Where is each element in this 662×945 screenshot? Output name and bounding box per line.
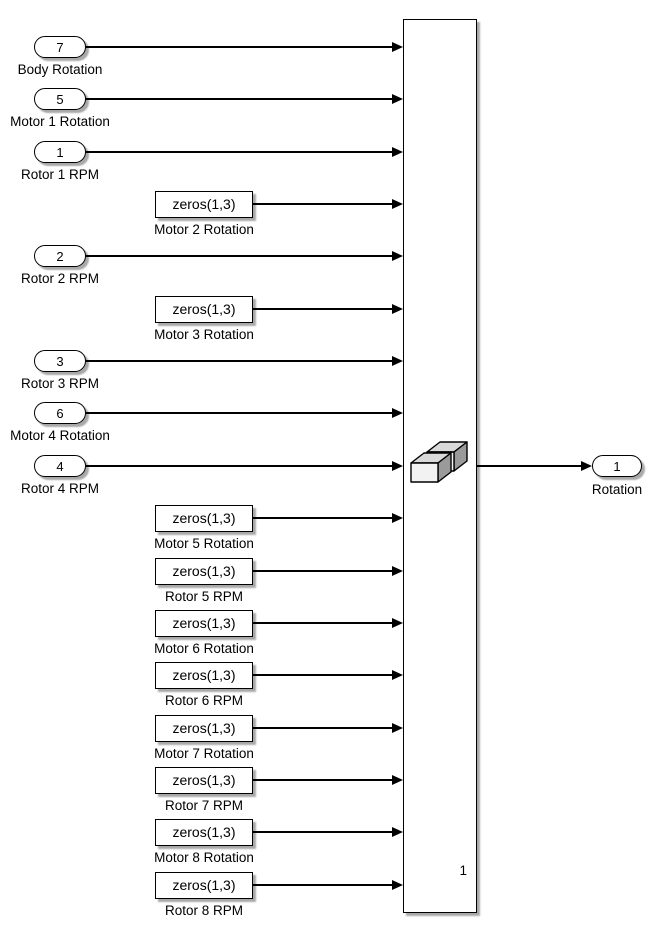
constant-value: zeros(1,3) xyxy=(172,615,236,631)
inport-number: 6 xyxy=(56,405,64,421)
constant-block-motor-5-rotation[interactable] xyxy=(155,505,253,532)
constant-block-rotor-5-rpm[interactable] xyxy=(155,558,253,585)
outport-rotation[interactable] xyxy=(592,455,642,477)
constant-value: zeros(1,3) xyxy=(172,772,236,788)
constant-value: zeros(1,3) xyxy=(172,720,236,736)
inport-rotor-4-rpm[interactable] xyxy=(34,455,86,477)
block-name-label: Rotor 5 RPM xyxy=(164,589,244,604)
signal-line[interactable] xyxy=(253,308,392,310)
block-name-label: Motor 7 Rotation xyxy=(154,746,254,761)
inport-number: 3 xyxy=(56,353,64,369)
signal-line[interactable] xyxy=(86,360,392,362)
signal-arrowhead xyxy=(392,94,403,104)
concatenate-cubes-icon xyxy=(408,439,472,492)
signal-line[interactable] xyxy=(253,570,392,572)
constant-value: zeros(1,3) xyxy=(172,563,236,579)
signal-line[interactable] xyxy=(86,255,392,257)
inport-number: 5 xyxy=(56,91,64,107)
inport-rotor-2-rpm[interactable] xyxy=(34,245,86,267)
constant-value: zeros(1,3) xyxy=(172,877,236,893)
inport-number: 1 xyxy=(56,144,64,160)
signal-line[interactable] xyxy=(253,203,392,205)
constant-value: zeros(1,3) xyxy=(172,667,236,683)
constant-block-motor-8-rotation[interactable] xyxy=(155,819,253,846)
block-name-label: Motor 3 Rotation xyxy=(154,327,254,342)
signal-line[interactable] xyxy=(86,465,392,467)
signal-arrowhead xyxy=(392,775,403,785)
inport-motor-1-rotation[interactable] xyxy=(34,88,86,110)
outport-name-label: Rotation xyxy=(591,482,643,497)
signal-arrowhead xyxy=(392,304,403,314)
block-name-label: Rotor 1 RPM xyxy=(20,167,100,182)
signal-line[interactable] xyxy=(86,412,392,414)
constant-block-rotor-6-rpm[interactable] xyxy=(155,662,253,689)
block-name-label: Body Rotation xyxy=(17,62,103,77)
signal-line[interactable] xyxy=(253,779,392,781)
constant-value: zeros(1,3) xyxy=(172,510,236,526)
signal-arrowhead xyxy=(392,461,403,471)
inport-number: 2 xyxy=(56,248,64,264)
outport-number: 1 xyxy=(613,458,621,474)
signal-line[interactable] xyxy=(86,98,392,100)
signal-arrowhead xyxy=(392,513,403,523)
constant-block-motor-6-rotation[interactable] xyxy=(155,610,253,637)
constant-value: zeros(1,3) xyxy=(172,301,236,317)
block-name-label: Motor 6 Rotation xyxy=(154,641,254,656)
constant-block-rotor-8-rpm[interactable] xyxy=(155,872,253,899)
signal-arrowhead xyxy=(392,618,403,628)
signal-arrowhead xyxy=(392,42,403,52)
constant-block-rotor-7-rpm[interactable] xyxy=(155,767,253,794)
block-name-label: Motor 5 Rotation xyxy=(154,536,254,551)
signal-line[interactable] xyxy=(253,727,392,729)
signal-line[interactable] xyxy=(253,517,392,519)
constant-value: zeros(1,3) xyxy=(172,824,236,840)
signal-arrowhead xyxy=(392,827,403,837)
inport-body-rotation[interactable] xyxy=(34,36,86,58)
signal-line[interactable] xyxy=(253,622,392,624)
signal-line[interactable] xyxy=(253,674,392,676)
inport-rotor-3-rpm[interactable] xyxy=(34,350,86,372)
block-name-label: Rotor 2 RPM xyxy=(20,271,100,286)
block-name-label: Motor 1 Rotation xyxy=(10,114,110,129)
constant-block-motor-2-rotation[interactable] xyxy=(155,191,253,218)
block-name-label: Motor 8 Rotation xyxy=(154,850,254,865)
inport-motor-4-rotation[interactable] xyxy=(34,402,86,424)
signal-line[interactable] xyxy=(253,884,392,886)
inport-number: 4 xyxy=(56,458,64,474)
block-name-label: Rotor 3 RPM xyxy=(20,376,100,391)
signal-arrowhead xyxy=(392,566,403,576)
output-signal-line[interactable] xyxy=(477,465,581,467)
signal-line[interactable] xyxy=(86,151,392,153)
concatenate-block-inner-label: 1 xyxy=(459,863,467,878)
signal-arrowhead xyxy=(392,723,403,733)
signal-arrowhead xyxy=(392,147,403,157)
block-name-label: Motor 4 Rotation xyxy=(10,428,110,443)
constant-block-motor-7-rotation[interactable] xyxy=(155,715,253,742)
block-name-label: Motor 2 Rotation xyxy=(154,222,254,237)
constant-value: zeros(1,3) xyxy=(172,196,236,212)
signal-arrowhead xyxy=(392,199,403,209)
signal-line[interactable] xyxy=(86,46,392,48)
signal-arrowhead xyxy=(392,670,403,680)
signal-arrowhead xyxy=(392,408,403,418)
signal-line[interactable] xyxy=(253,831,392,833)
block-name-label: Rotor 4 RPM xyxy=(20,481,100,496)
signal-arrowhead xyxy=(392,880,403,890)
block-name-label: Rotor 8 RPM xyxy=(164,903,244,918)
output-signal-arrowhead xyxy=(581,461,592,471)
inport-rotor-1-rpm[interactable] xyxy=(34,141,86,163)
signal-arrowhead xyxy=(392,251,403,261)
block-name-label: Rotor 7 RPM xyxy=(164,798,244,813)
signal-arrowhead xyxy=(392,356,403,366)
inport-number: 7 xyxy=(56,39,64,55)
constant-block-motor-3-rotation[interactable] xyxy=(155,296,253,323)
block-name-label: Rotor 6 RPM xyxy=(164,693,244,708)
